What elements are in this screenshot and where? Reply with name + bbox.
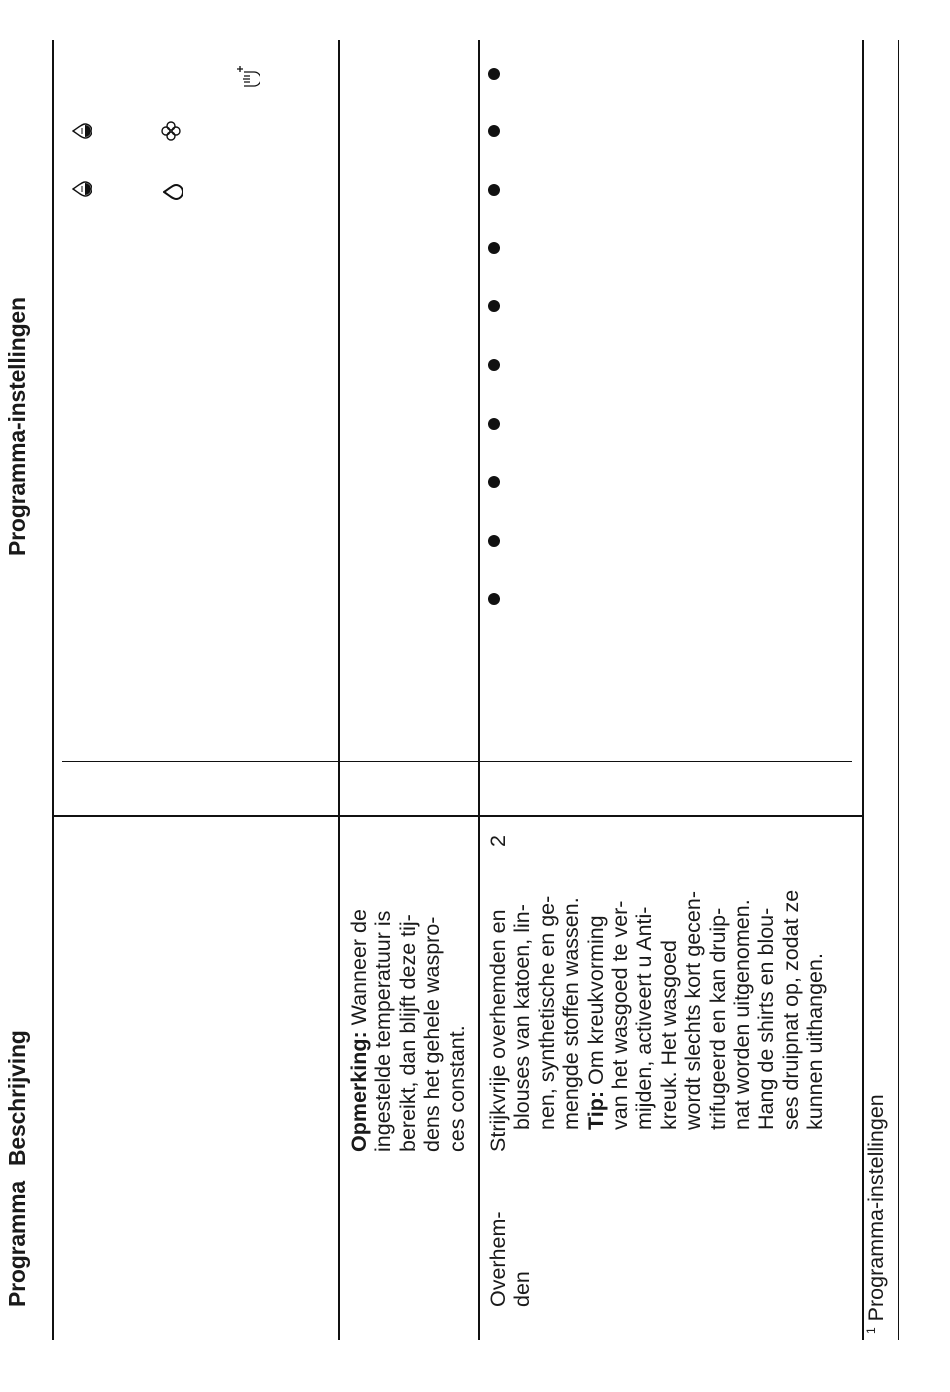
setting-dot [488,68,500,80]
note-line: Wanneer de [347,909,371,1032]
col-divider [52,815,862,817]
desc-line: mengde stoffen wassen. [559,897,584,1130]
top-rule [52,40,54,1340]
setting-dot [488,359,500,371]
row2-description [486,847,828,1152]
note-label: Opmerking: [347,1031,371,1152]
note-line: ces constant. [444,1025,469,1152]
header-beschrijving: Beschrijving [4,1030,30,1166]
footnote-text: Programma-instellingen [864,1094,888,1322]
setting-dot [488,300,500,312]
desc-line: Strijkvrije overhemden en [486,909,510,1152]
footnote [864,1094,889,1334]
row2-program [486,1177,535,1307]
row-rule [478,40,480,1340]
hand-wash-plus-icon [236,64,260,90]
setting-dot [488,593,500,605]
tip-line: Hang de shirts en blou- [754,907,779,1130]
setting-dot [488,418,500,430]
tip-line: nat worden uitgenomen. [730,899,755,1130]
note-line: ingestelde temperatuur is [371,910,396,1152]
header-rule [338,40,340,1340]
drop-icon [163,183,183,201]
setting-dot [488,125,500,137]
footnote-marker: 1 [864,1327,878,1334]
tip-line: Om kreukvorming [583,915,608,1091]
setting-dot [488,242,500,254]
header-programma: Programma [4,1180,30,1307]
subheader-divider [62,761,852,762]
footnote-rule [898,40,899,1340]
tip-line: van het wasgoed te ver- [608,900,633,1130]
tip-label: Tip: [583,1090,608,1130]
program-line: den [510,1271,535,1307]
note-line: dens het gehele waspro- [420,916,445,1152]
program-line: Overhem- [486,1211,510,1307]
tip-line: trifugeerd en kan druip- [705,907,730,1130]
drop-temp-icon [72,180,92,198]
setting-dot [488,476,500,488]
row1-description [347,822,469,1152]
tip-line: kreuk. Het wasgoed [656,939,681,1130]
tip-line: mijden, activeert u Anti- [632,906,657,1130]
setting-dot [488,184,500,196]
tip-line: kunnen uithangen. [803,953,828,1130]
tip-line: wordt slechts kort gecen- [681,891,706,1130]
desc-line: blouses van katoen, lin- [510,904,535,1130]
row2-superscript: 2 [486,835,510,847]
drop-temp-icon [72,122,92,140]
note-line: bereikt, dan blijft deze tij- [395,914,420,1152]
flower-icon [160,120,182,142]
desc-line: nen, synthetische en ge- [534,895,559,1130]
tip-line: ses druipnat op, zodat ze [778,889,803,1130]
setting-dot [488,535,500,547]
header-instellingen: Programma-instellingen [4,297,30,556]
